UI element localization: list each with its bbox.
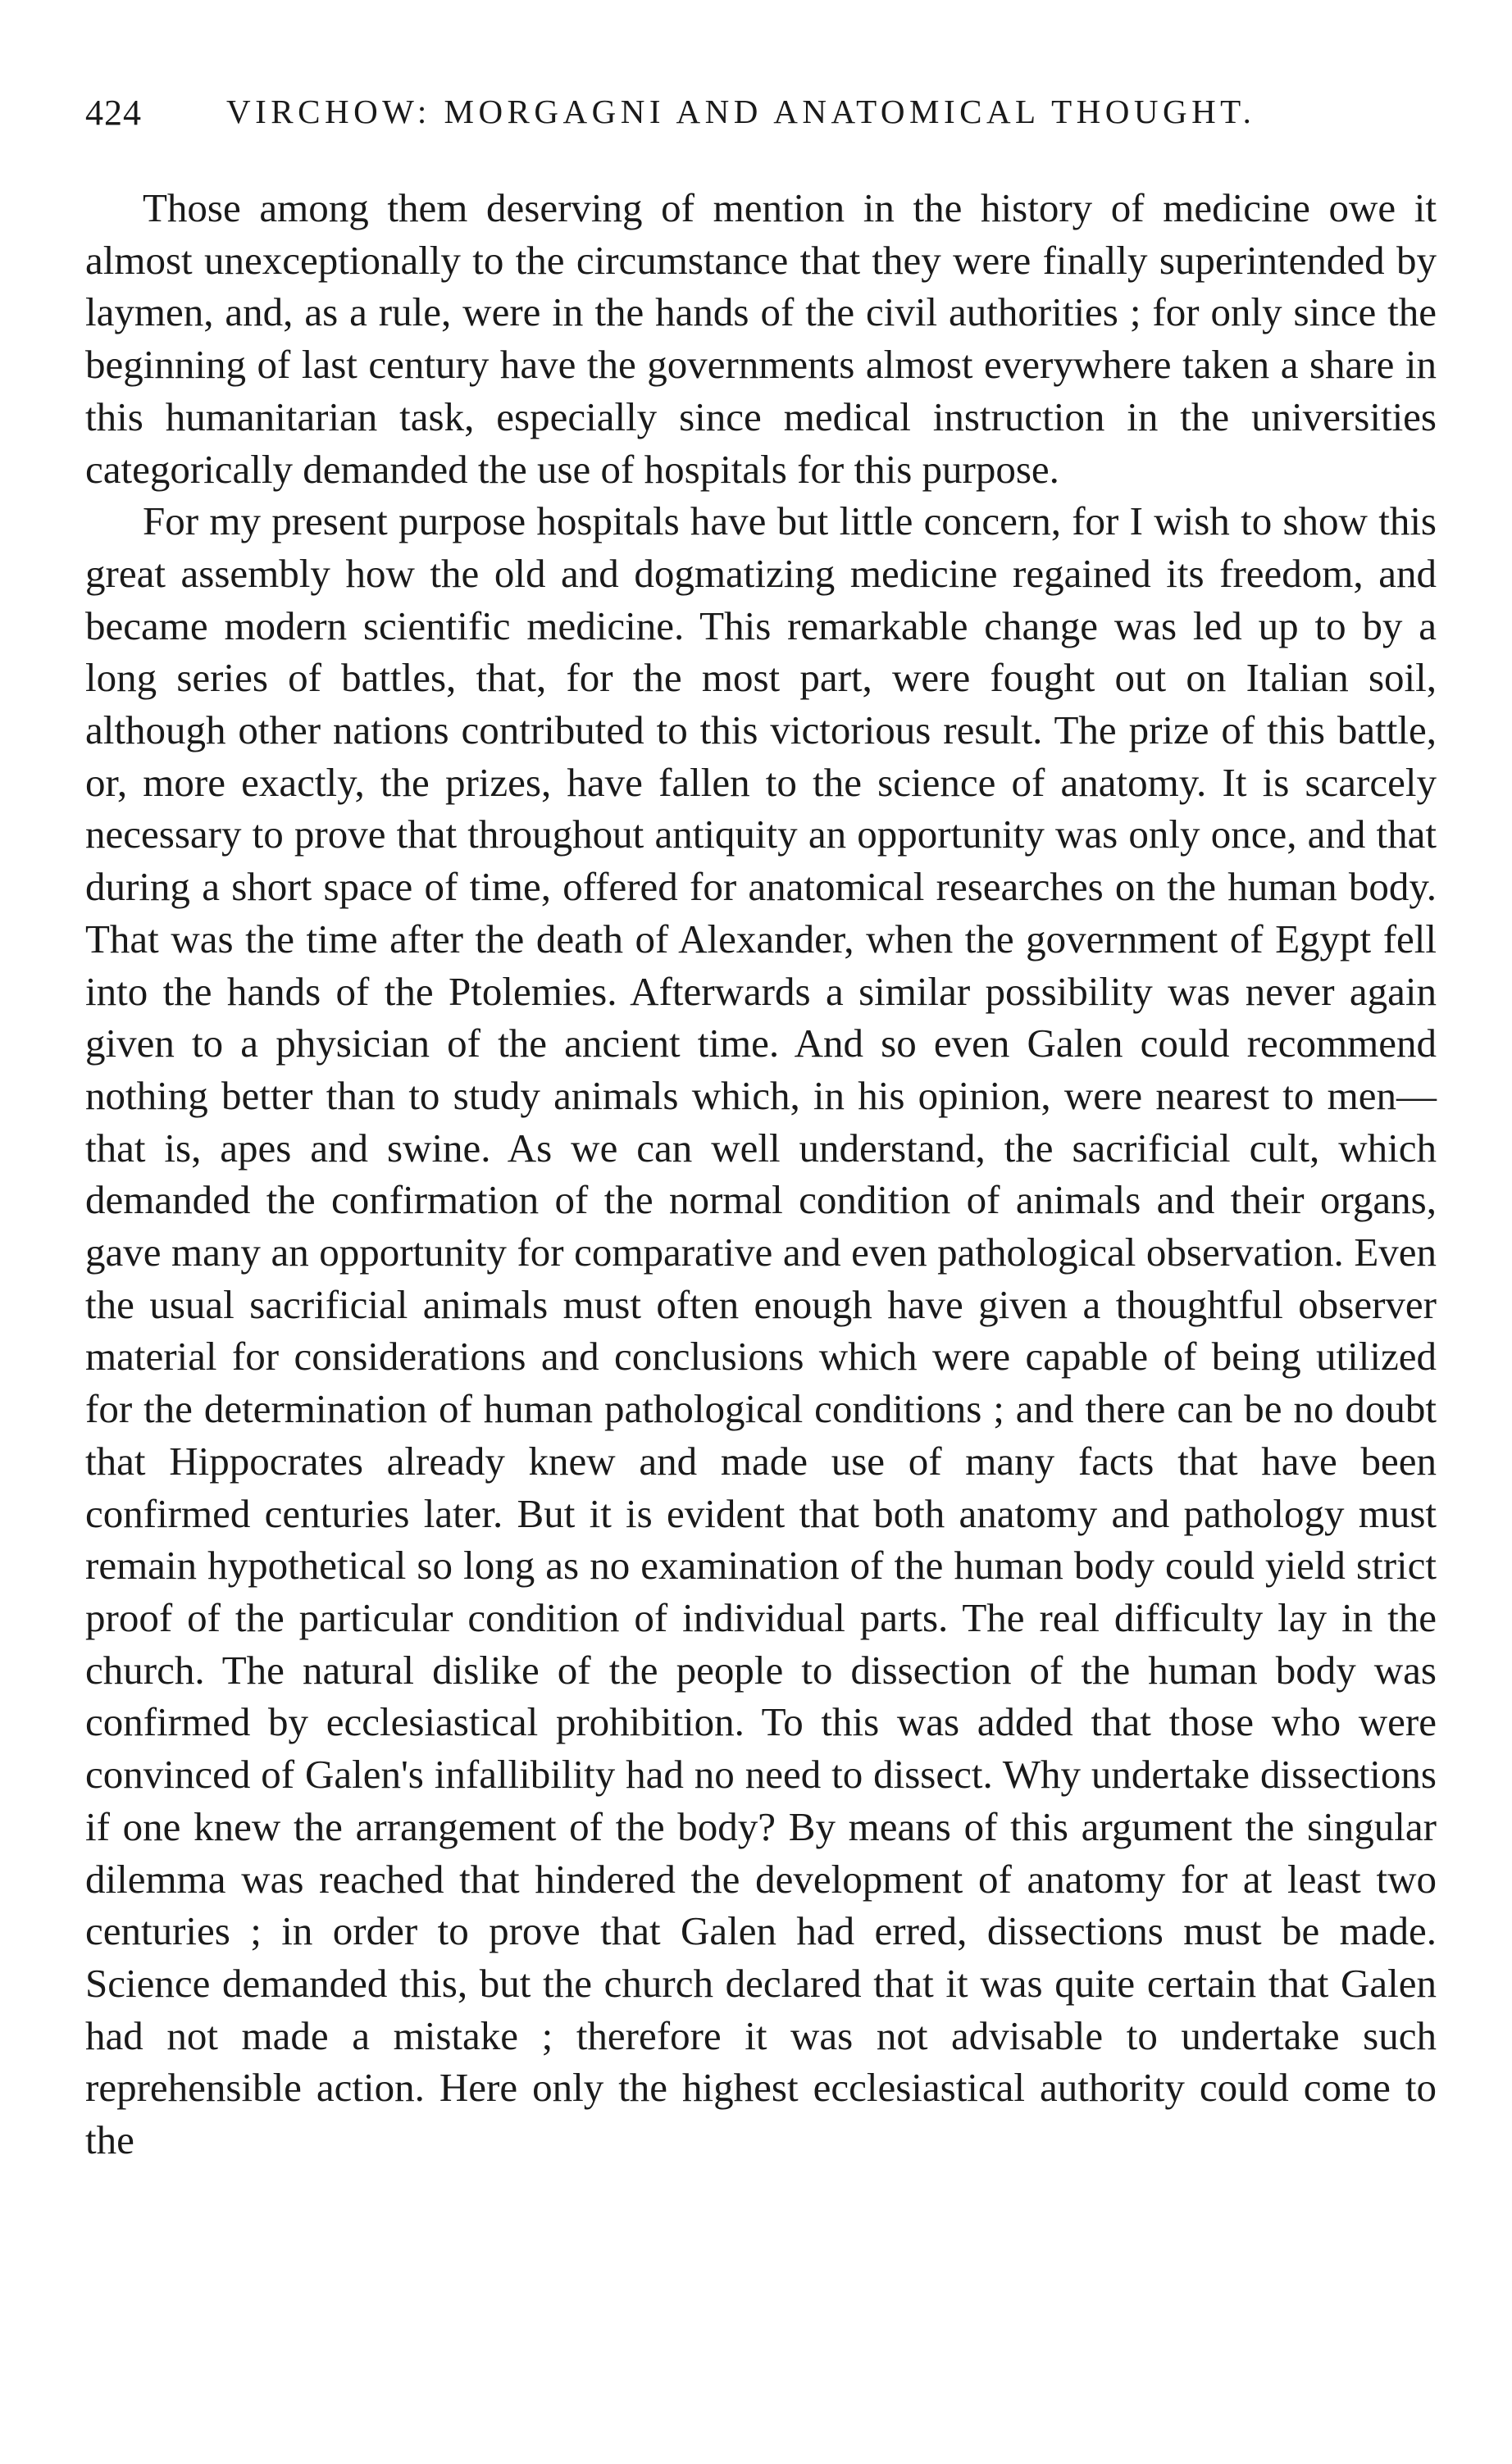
body-text [85,182,1437,2166]
paragraph-hospitals-history: Those among them deserving of mention in the history of medicine owe it almost unexceptionally to the circumstance that they were finally superintended by laymen, and, as a rule, were in the hands of the civil authorities ; for only since the beginning of last century have the governments almost everywhere taken a share in this humanitarian task, especially since medical instruction in the universities categorically demanded the use of hospitals for this purpose. [85,185,1437,492]
paragraph-anatomy-freedom: For my present purpose hospitals have but little concern, for I wish to show this great assembly how the old and dogmatizing medicine regained its freedom, and became modern scientific medicine. This remarkable change was led up to by a long series of battles, that, for the most part, were fought out on Italian soil, although other nations contributed to this victorious result. The prize of this battle, or, more exactly, the prizes, have fallen to the science of anatomy. It is scarcely necessary to prove that throughout antiquity an opportunity was only once, and that during a short space of time, offered for anatomical researches on the human body. That was the time after the death of Alexander, when the government of Egypt fell into the hands of the Ptolemies. Afterwards a similar possibility was never again given to a physician of the ancient time. And so even Galen could recommend nothing better than to study animals which, in his opinion, were nearest to men—that is, apes and swine. As we can well understand, the sacrificial cult, which demanded the confirmation of the normal condition of animals and their organs, gave many an opportunity for comparative and even pathological observation. Even the usual sacrificial animals must often enough have given a thoughtful observer material for considerations and conclusions which were capable of being utilized for the determination of human pathological conditions ; and there can be no doubt that Hippocrates already knew and made use of many facts that have been confirmed centuries later. But it is evident that both anatomy and pathology must remain hypothetical so long as no examination of the human body could yield strict proof of the particular condition of individual parts. The real difficulty lay in the church. The natural dislike of the people to dissection of the human body was confirmed by ecclesiastical prohibition. To this was added that those who were convinced of Galen's infallibility had no need to dissect. Why undertake dissections if one knew the arrangement of the body? By means of this argument the singular dilemma was reached that hindered the development of anatomy for at least two centuries ; in order to prove that Galen had erred, dissections must be made. Science demanded this, but the church declared that it was quite certain that Galen had not made a mistake ; therefore it was not advisable to undertake such reprehensible action. Here only the highest ecclesiastical authority could come to the [85,498,1437,2163]
page-number: 424 [85,93,142,133]
running-head [85,92,1438,141]
running-title: VIRCHOW: MORGAGNI AND ANATOMICAL THOUGHT. [226,93,1256,130]
